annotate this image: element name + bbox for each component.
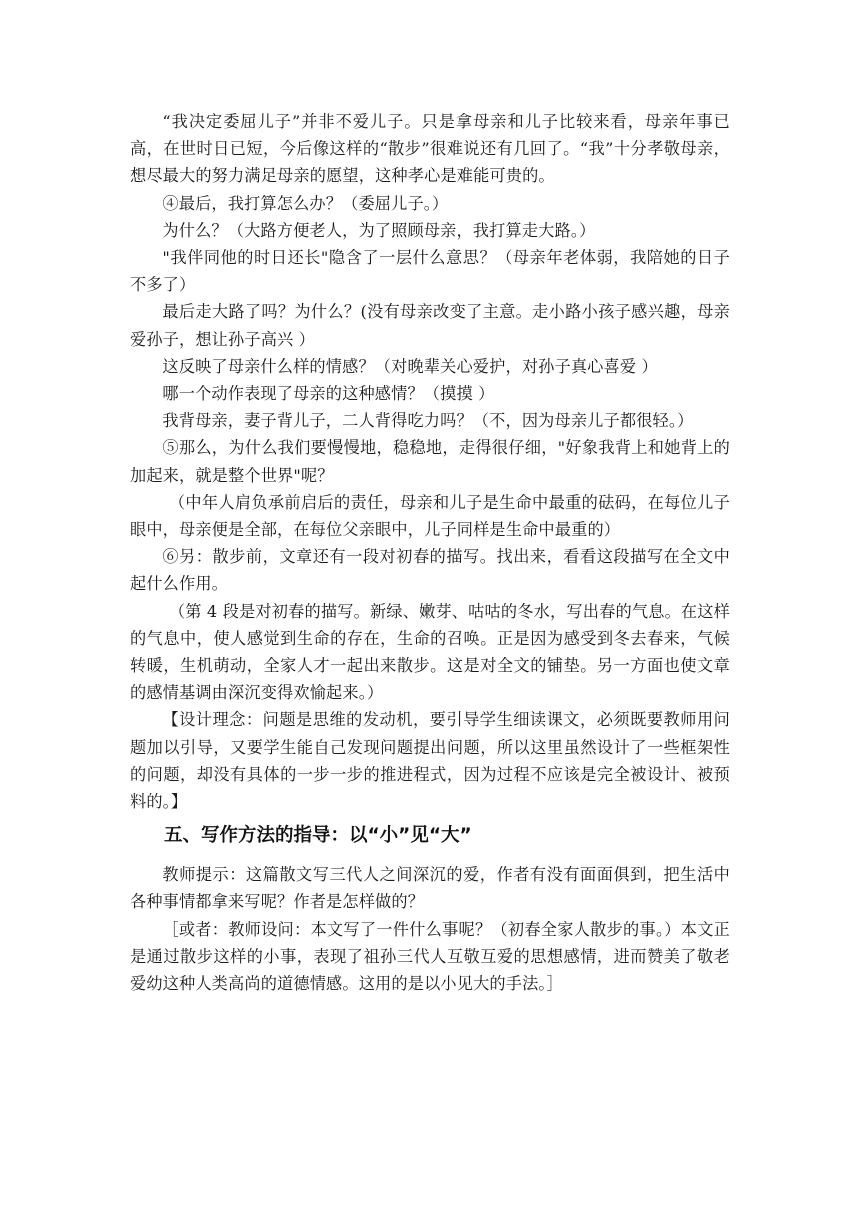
question-implication: "我伴同他的时日还长"隐含了一层什么意思？（母亲年老体弱，我陪她的日子不多了） xyxy=(130,248,730,295)
question-emotion: 这反映了母亲什么样的情感？（对晚辈关心爱护，对孙子真心喜爱 ） xyxy=(162,356,658,376)
teacher-hint: 教师提示：这篇散文写三代人之间深沉的爱，作者有没有面面俱到，把生活中各种事情都拿来写呢？作者是怎样做的？ xyxy=(130,865,730,912)
answer-5: （中年人肩负承前启后的责任，母亲和儿子是生命中最重的砝码，在每位儿子眼中，母亲便是全部，在每位父亲眼中，儿子同样是生命中最重的） xyxy=(130,492,730,540)
question-4: ④最后，我打算怎么办？（委屈儿子。） xyxy=(162,193,449,213)
question-action: 哪一个动作表现了母亲的这种感情？（摸摸 ） xyxy=(162,384,495,404)
teacher-question: ［或者：教师设问：本文写了一件什么事呢？（初春全家人散步的事。）本文正是通过散步这样的小事，表现了祖孙三代人互敬互爱的思想感情，进而赞美了敬老爱幼这种人类高尚的道德情感。这用的是以小见大的手法。］ xyxy=(130,919,730,994)
question-why: 为什么？（大路方便老人，为了照顾母亲，我打算走大路。） xyxy=(162,220,596,240)
question-carry: 我背母亲，妻子背儿子，二人背得吃力吗？（不，因为母亲儿子都很轻。） xyxy=(162,411,694,431)
design-concept: 【设计理念：问题是思维的发动机，要引导学生细读课文，必须既要教师用问题加以引导，又要学生能自己发现问题提出问题，所以这里虽然设计了一些框架性的问题，却没有具体的一步一步的推进程式，因为过程不应该是完全被设计、被预料的。】 xyxy=(130,710,730,812)
answer-6: （第 4 段是对初春的描写。新绿、嫩芽、咕咕的冬水，写出春的气息。在这样的气息中，使人感觉到生命的存在，生命的召唤。正是因为感受到冬去春来，气候转暖，生机萌动，全家人才一起出来散步。这是对全文的铺垫。另一方面也使文章的感情基调由深沉变得欢愉起来。） xyxy=(130,601,730,703)
question-5: ⑤那么，为什么我们要慢慢地，稳稳地，走得很仔细，"好象我背上和她背上的加起来，就是整个世界"呢？ xyxy=(130,438,730,485)
question-big-road: 最后走大路了吗？为什么？(没有母亲改变了主意。走小路小孩子感兴趣，母亲爱孙子，想让孙子高兴 ） xyxy=(130,302,730,349)
section-heading: 五、写作方法的指导：以“小”见“大” xyxy=(164,825,472,847)
document-body xyxy=(130,108,730,997)
question-6: ⑥另：散步前，文章还有一段对初春的描写。找出来，看看这段描写在全文中起什么作用。 xyxy=(130,547,730,594)
paragraph-analysis: “我决定委屈儿子”并非不爱儿子。只是拿母亲和儿子比较来看，母亲年事已高，在世时日已短，今后像这样的“散步”很难说还有几回了。“我”十分孝敬母亲，想尽最大的努力满足母亲的愿望，这种孝心是难能可贵的。 xyxy=(130,112,730,186)
